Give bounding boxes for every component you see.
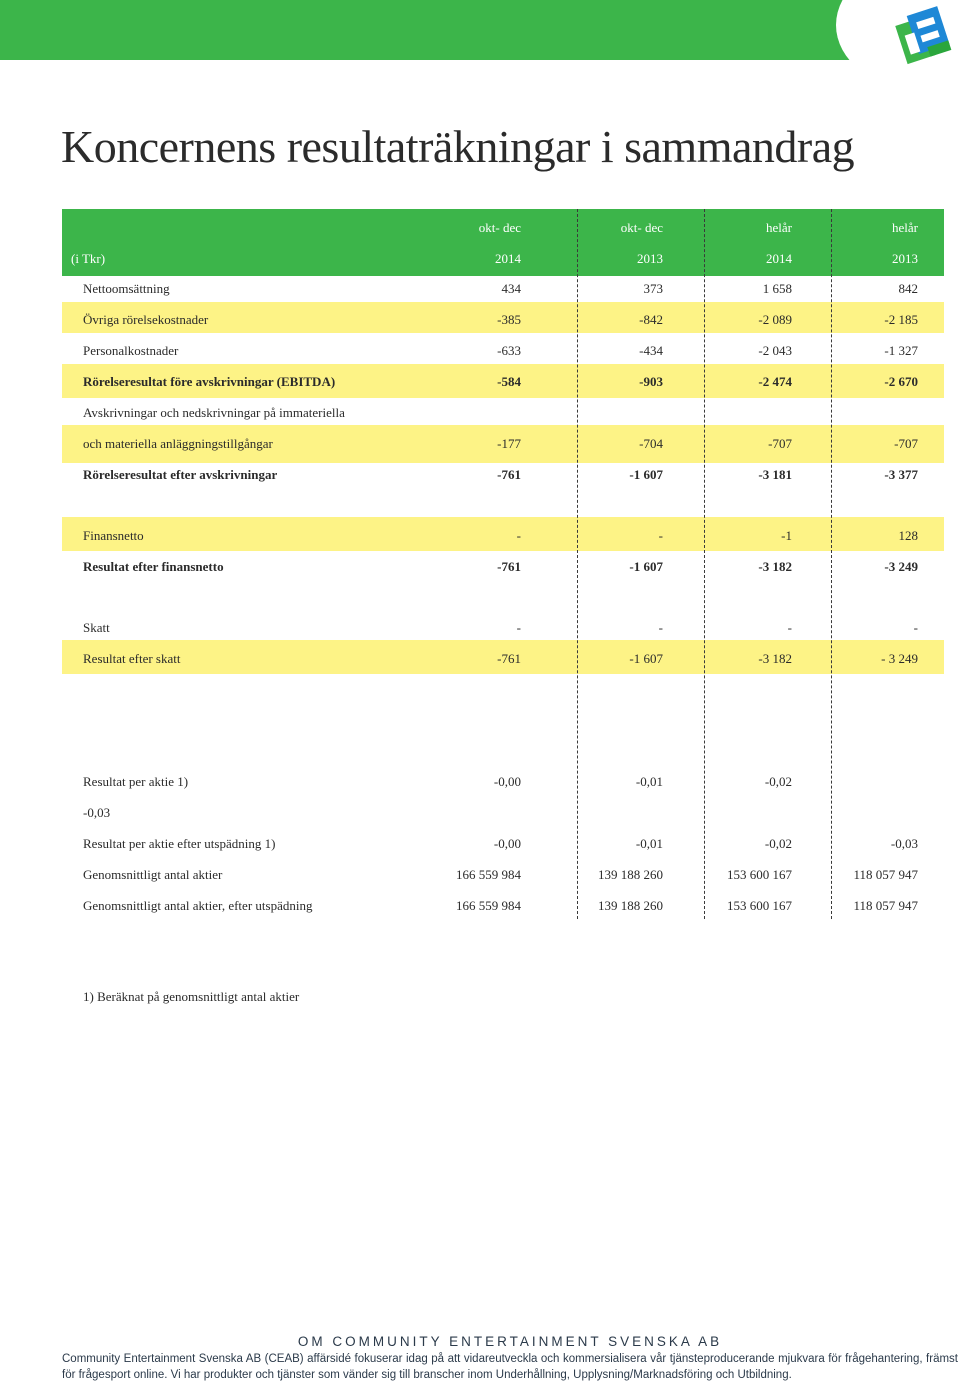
table-row — [62, 613, 944, 644]
row-label: och materiella anläggningstillgångar — [83, 436, 273, 451]
cell-value: -0,02 — [764, 774, 792, 789]
header-cell: helår — [892, 220, 918, 235]
cell-value: -0,00 — [493, 774, 521, 789]
cell-value: 153 600 167 — [727, 898, 792, 913]
footer-title: OM COMMUNITY ENTERTAINMENT SVENSKA AB — [297, 1334, 723, 1349]
cell-value: - — [658, 528, 663, 543]
cell-value: -2 670 — [884, 374, 918, 389]
cell-value: -0,00 — [493, 836, 521, 851]
cell-value: -1 607 — [629, 651, 663, 666]
table-row — [62, 767, 944, 798]
cell-value: -1 607 — [629, 559, 663, 574]
row-label: Resultat efter finansnetto — [83, 559, 224, 574]
footer-text: Community Entertainment Svenska AB (CEAB) affärsidé fokuserar idag på att vidareutveckla och kommersialisera vår tjänsteproducerande mjukvara för frågehantering, främst för frågesport online. Vi har produkter och tjänster som vänder sig till branscher inom Underhållning, Upplysning/Marknadsföring och Utbildning. — [62, 1353, 958, 1381]
header-cell: 2013 — [892, 251, 918, 266]
cell-value: -1 607 — [629, 467, 663, 482]
header-cell: 2014 — [766, 251, 792, 266]
header-cell: helår — [766, 220, 792, 235]
row-label: Finansnetto — [83, 528, 144, 543]
cell-value: 373 — [643, 281, 663, 296]
header-cell: okt- dec — [478, 220, 521, 235]
income-statement-table — [62, 209, 944, 929]
cell-value: -3 182 — [758, 651, 792, 666]
cell-value: 118 057 947 — [853, 867, 918, 882]
ce-cube-logo-icon — [890, 4, 956, 70]
cell-value: 153 600 167 — [727, 867, 792, 882]
cell-value: -903 — [639, 374, 663, 389]
row-label: Genomsnittligt antal aktier — [83, 867, 223, 882]
table-row — [62, 798, 944, 829]
header-cell: 2014 — [495, 251, 521, 266]
cell-value: -842 — [639, 312, 663, 327]
page-title: Koncernens resultaträkningar i sammandrag — [61, 121, 855, 172]
cell-value: -2 474 — [758, 374, 792, 389]
cell-value: 166 559 984 — [456, 867, 521, 882]
row-label: Genomsnittligt antal aktier, efter utspädning — [83, 898, 313, 913]
cell-value: -704 — [639, 436, 663, 451]
table-row — [62, 644, 944, 675]
cell-value: 139 188 260 — [598, 867, 663, 882]
cell-value: -0,01 — [635, 836, 663, 851]
cell-value: -0,02 — [764, 836, 792, 851]
row-label: Resultat efter skatt — [83, 651, 181, 666]
cell-value: -761 — [497, 559, 521, 574]
cell-value: -385 — [497, 312, 521, 327]
cell-value: -177 — [497, 436, 521, 451]
cell-value: -3 181 — [758, 467, 792, 482]
cell-value: -2 185 — [884, 312, 918, 327]
table-row — [62, 552, 944, 583]
cell-value: 166 559 984 — [456, 898, 521, 913]
table-row — [62, 398, 944, 429]
table-row — [62, 460, 944, 491]
cell-value: - — [516, 620, 521, 635]
table-row — [62, 521, 944, 552]
cell-value: 842 — [898, 281, 918, 296]
cell-value: -707 — [768, 436, 792, 451]
table-row — [62, 305, 944, 336]
table-row — [62, 336, 944, 367]
header-row-year — [62, 244, 944, 275]
cell-value: 434 — [501, 281, 521, 296]
footnote: 1) Beräknat på genomsnittligt antal aktier — [83, 989, 300, 1004]
cell-value: -0,01 — [635, 774, 663, 789]
table-row — [62, 274, 944, 305]
cell-value: -0,03 — [890, 836, 918, 851]
cell-value: -3 249 — [884, 559, 918, 574]
header-row-period — [62, 213, 944, 244]
cell-value: -584 — [497, 374, 521, 389]
cell-value: 1 658 — [762, 281, 792, 296]
row-label: Resultat per aktie efter utspädning 1) — [83, 836, 276, 851]
table-row — [62, 860, 944, 891]
cell-value: -707 — [894, 436, 918, 451]
row-label: Nettoomsättning — [83, 281, 170, 296]
cell-value: - 3 249 — [881, 651, 918, 666]
cell-value: -434 — [639, 343, 663, 358]
cell-value: -1 327 — [884, 343, 918, 358]
row-label: Personalkostnader — [83, 343, 179, 358]
row-label: Rörelseresultat efter avskrivningar — [83, 467, 278, 482]
cell-value: -761 — [497, 651, 521, 666]
header-cell: 2013 — [637, 251, 663, 266]
row-label: Resultat per aktie 1) — [83, 774, 189, 789]
cell-value: -2 043 — [758, 343, 792, 358]
cell-value: - — [658, 620, 663, 635]
cell-value: 118 057 947 — [853, 898, 918, 913]
header-cell: okt- dec — [620, 220, 663, 235]
row-label: Skatt — [83, 620, 110, 635]
cell-value: -2 089 — [758, 312, 792, 327]
header-cell: (i Tkr) — [71, 251, 106, 266]
cell-value: - — [787, 620, 792, 635]
row-label: Rörelseresultat före avskrivningar (EBITDA) — [83, 374, 336, 389]
cell-value: -3 377 — [884, 467, 918, 482]
row-label: -0,03 — [83, 805, 111, 820]
cell-value: -3 182 — [758, 559, 792, 574]
table-row — [62, 829, 944, 860]
top-banner — [0, 0, 960, 60]
cell-value: 139 188 260 — [598, 898, 663, 913]
cell-value: -761 — [497, 467, 521, 482]
row-label: Övriga rörelsekostnader — [83, 312, 209, 327]
cell-value: 128 — [898, 528, 918, 543]
table-row — [62, 429, 944, 460]
cell-value: - — [516, 528, 521, 543]
row-label: Avskrivningar och nedskrivningar på immateriella — [83, 405, 345, 420]
table-row — [62, 367, 944, 398]
table-row — [62, 891, 944, 922]
cell-value: - — [913, 620, 918, 635]
cell-value: -1 — [781, 528, 792, 543]
cell-value: -633 — [497, 343, 521, 358]
